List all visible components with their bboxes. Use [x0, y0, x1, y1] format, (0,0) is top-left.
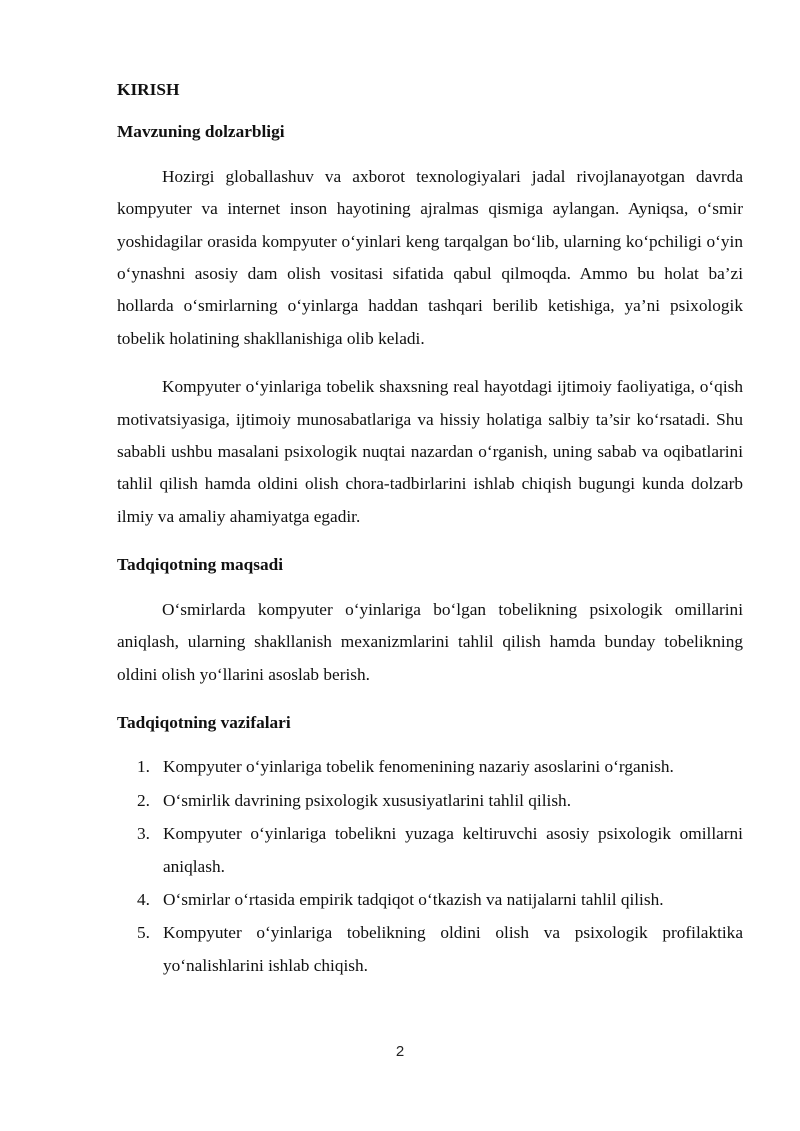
page-content [117, 74, 743, 983]
list-item-text: Kompyuter o‘yinlariga tobelikning oldini olish va psixologik profilaktika yo‘nalishlarini ishlab chiqish. [163, 923, 743, 975]
section-heading-goal: Tadqiqotning maqsadi [117, 555, 284, 575]
section-heading-relevance: Mavzuning dolzarbligi [117, 122, 285, 142]
list-item [117, 917, 743, 982]
list-item-number: 2. [137, 790, 150, 810]
task-list [117, 751, 743, 982]
paragraph: Kompyuter o‘yinlariga tobelik shaxsning real hayotdagi ijtimoiy faoliyatiga, o‘qish motivatsiyasiga, ijtimoiy munosabatlariga va hissiy holatiga salbiy ta’sir ko‘rsatadi. Shu sababli ushbu masalani psixologik nuqtai nazardan o‘rganish, uning sabab va oqibatlarini tahlil qilish hamda oldini olish chora-tadbirlarini ishlab chiqish bugungi kunda dolzarb ilmiy va amaliy ahamiyatga egadir. [117, 377, 743, 526]
list-item-text: O‘smirlar o‘rtasida empirik tadqiqot o‘tkazish va natijalarni tahlil qilish. [163, 889, 664, 909]
list-item [117, 751, 743, 783]
paragraph: Hozirgi globallashuv va axborot texnologiyalari jadal rivojlanayotgan davrda kompyuter va internet inson hayotining ajralmas qismiga aylangan. Ayniqsa, o‘smir yoshidagilar orasida kompyuter o‘yinlari keng tarqalgan bo‘lib, ularning ko‘pchiligi o‘yin o‘ynashni asosiy dam olish vositasi sifatida qabul qilmoqda. Ammo bu holat ba’zi hollarda o‘smirlarning o‘yinlarga haddan tashqari berilib ketishiga, ya’ni psixologik tobelik holatining shakllanishiga olib keladi. [117, 166, 743, 348]
list-item [117, 785, 743, 817]
list-item-number: 1. [137, 757, 150, 777]
list-item [117, 818, 743, 883]
document-title: KIRISH [117, 80, 180, 99]
list-item-text: O‘smirlik davrining psixologik xususiyatlarini tahlil qilish. [163, 790, 572, 810]
list-item-text: Kompyuter o‘yinlariga tobelikni yuzaga keltiruvchi asosiy psixologik omillarni aniqlash. [163, 824, 743, 876]
paragraph: O‘smirlarda kompyuter o‘yinlariga bo‘lgan tobelikning psixologik omillarini aniqlash, ularning shakllanish mexanizmlarini tahlil qilish hamda bunday tobelikning oldini olish yo‘llarini asoslab berish. [117, 599, 743, 684]
list-item-text: Kompyuter o‘yinlariga tobelik fenomenining nazariy asoslarini o‘rganish. [163, 757, 674, 777]
list-item-number: 3. [137, 824, 150, 844]
list-item [117, 884, 743, 916]
section-heading-tasks: Tadqiqotning vazifalari [117, 712, 291, 732]
list-item-number: 4. [137, 889, 150, 909]
list-item-number: 5. [137, 923, 150, 943]
page-number: 2 [395, 1043, 405, 1060]
